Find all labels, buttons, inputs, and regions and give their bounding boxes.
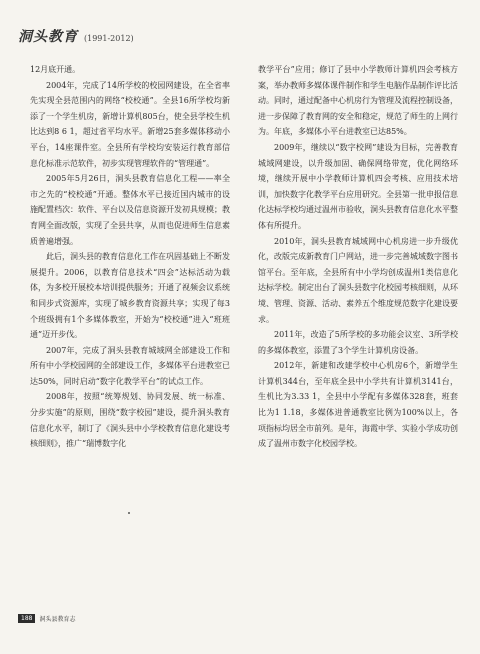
paragraph: 2012年，新建和改建学校中心机房6个，新增学生计算机344台，至年底全县中小学共有计算机3141台，生机比为3.33 1，全县中小学配有多媒体328套，班套比为1 1.18，多媒体进普通教室比例为100%以上，各项指标均居全市前列。是年，海霞中学、实验小学成功创成了温州市数字化校园学校。 — [258, 361, 458, 449]
paragraph: 2009年，继续以“数字校网”建设为目标，完善教育城域网建设，以升级加固、确保网络带宽，优化网络环境，继续开展中小学教师计算机四会考核、应用技术培训，加快数字化教学平台应用研究。全县第一批申报信息化达标学校均通过温州市验收，洞头县教育信息化水平整体有所提升。 — [258, 142, 458, 230]
paragraph: 2004年，完成了14所学校的校园网建设，在全省率先实现全县范围内的网络“校校通”。全县16所学校均新添了一个学生机房，新增计算机805台，使全县学校生机比达到8 6 1，超过省平均水平。新增25套多媒体移动小平台，14座课件室。全县所有学校均安装运行教育部信息化标准示范软件，初步实现管理软件的“管理通”。 — [30, 80, 230, 168]
header-years: (1991-2012) — [84, 34, 134, 43]
page-header — [18, 26, 134, 46]
paragraph: 2011年，改造了5所学校的多功能会议室、3所学校的多媒体教室，添置了3个学生计算机房设备。 — [258, 330, 458, 355]
paragraph: 12月底开通。 — [30, 65, 81, 74]
paragraph: 2010年，洞头县教育城域网中心机房进一步升级优化，改版完成新教育门户网站，进一步完善城域数字图书馆平台。至年底，全县所有中小学均创成温州1类信息化达标学校。制定出台了洞头县数字化校园考核细则，从环境、管理、资源、活动、素养五个维度规范数字化建设要求。 — [258, 236, 458, 324]
left-column — [30, 62, 230, 452]
paragraph: 教学平台”应用；修订了县中小学教师计算机四会考核方案，举办教师多媒体课件制作和学生电脑作品制作评比活动。同时，通过配备中心机房行为管理及流程控制设备，进一步保障了教育网的安全和稳定，规范了师生的上网行为。年底，多媒体小平台进教室已达85%。 — [258, 65, 458, 137]
paragraph: 2007年，完成了洞头县教育城域网全部建设工作和所有中小学校园网的全部建设工作，多媒体平台进教室已达50%，同时启动“数字化教学平台”的试点工作。 — [30, 345, 230, 386]
book-title: 洞头县教育志 — [39, 616, 76, 623]
paragraph: 2008年，按照“统筹规划、协同发展、统一标准、分步实施”的原则，围绕“数字校园”建设，提升洞头教育信息化水平，制订了《洞头县中小学校教育信息化建设考核细则》，推广“瑞博数字化 — [30, 392, 230, 449]
page-number: 188 — [18, 614, 35, 623]
paragraph: 此后，洞头县的教育信息化工作在巩固基础上不断发展提升。2006，以教育信息技术“四会”达标活动为载体，为多校开展校本培训提供服务；开通了视频会议系统和同步式资源库，实现了城乡教育资源共享；实现了每3个班级拥有1个多媒体教室，开始为“校校通”进入“班班通”迈开步伐。 — [30, 252, 230, 340]
page-footer — [18, 614, 75, 623]
paragraph: 2005年5月26日，洞头县教育信息化工程——率全市之先的“校校通”开通。整体水平已接近国内城市的设施配置档次：软件、平台以及信息资源开发初具规模；教育网全面改版，实现了全县共享，从而也促进师生信息素质普遍增强。 — [30, 174, 230, 246]
right-column — [258, 62, 458, 452]
print-speck — [128, 512, 130, 514]
header-logo: 洞头教育 — [18, 29, 78, 45]
